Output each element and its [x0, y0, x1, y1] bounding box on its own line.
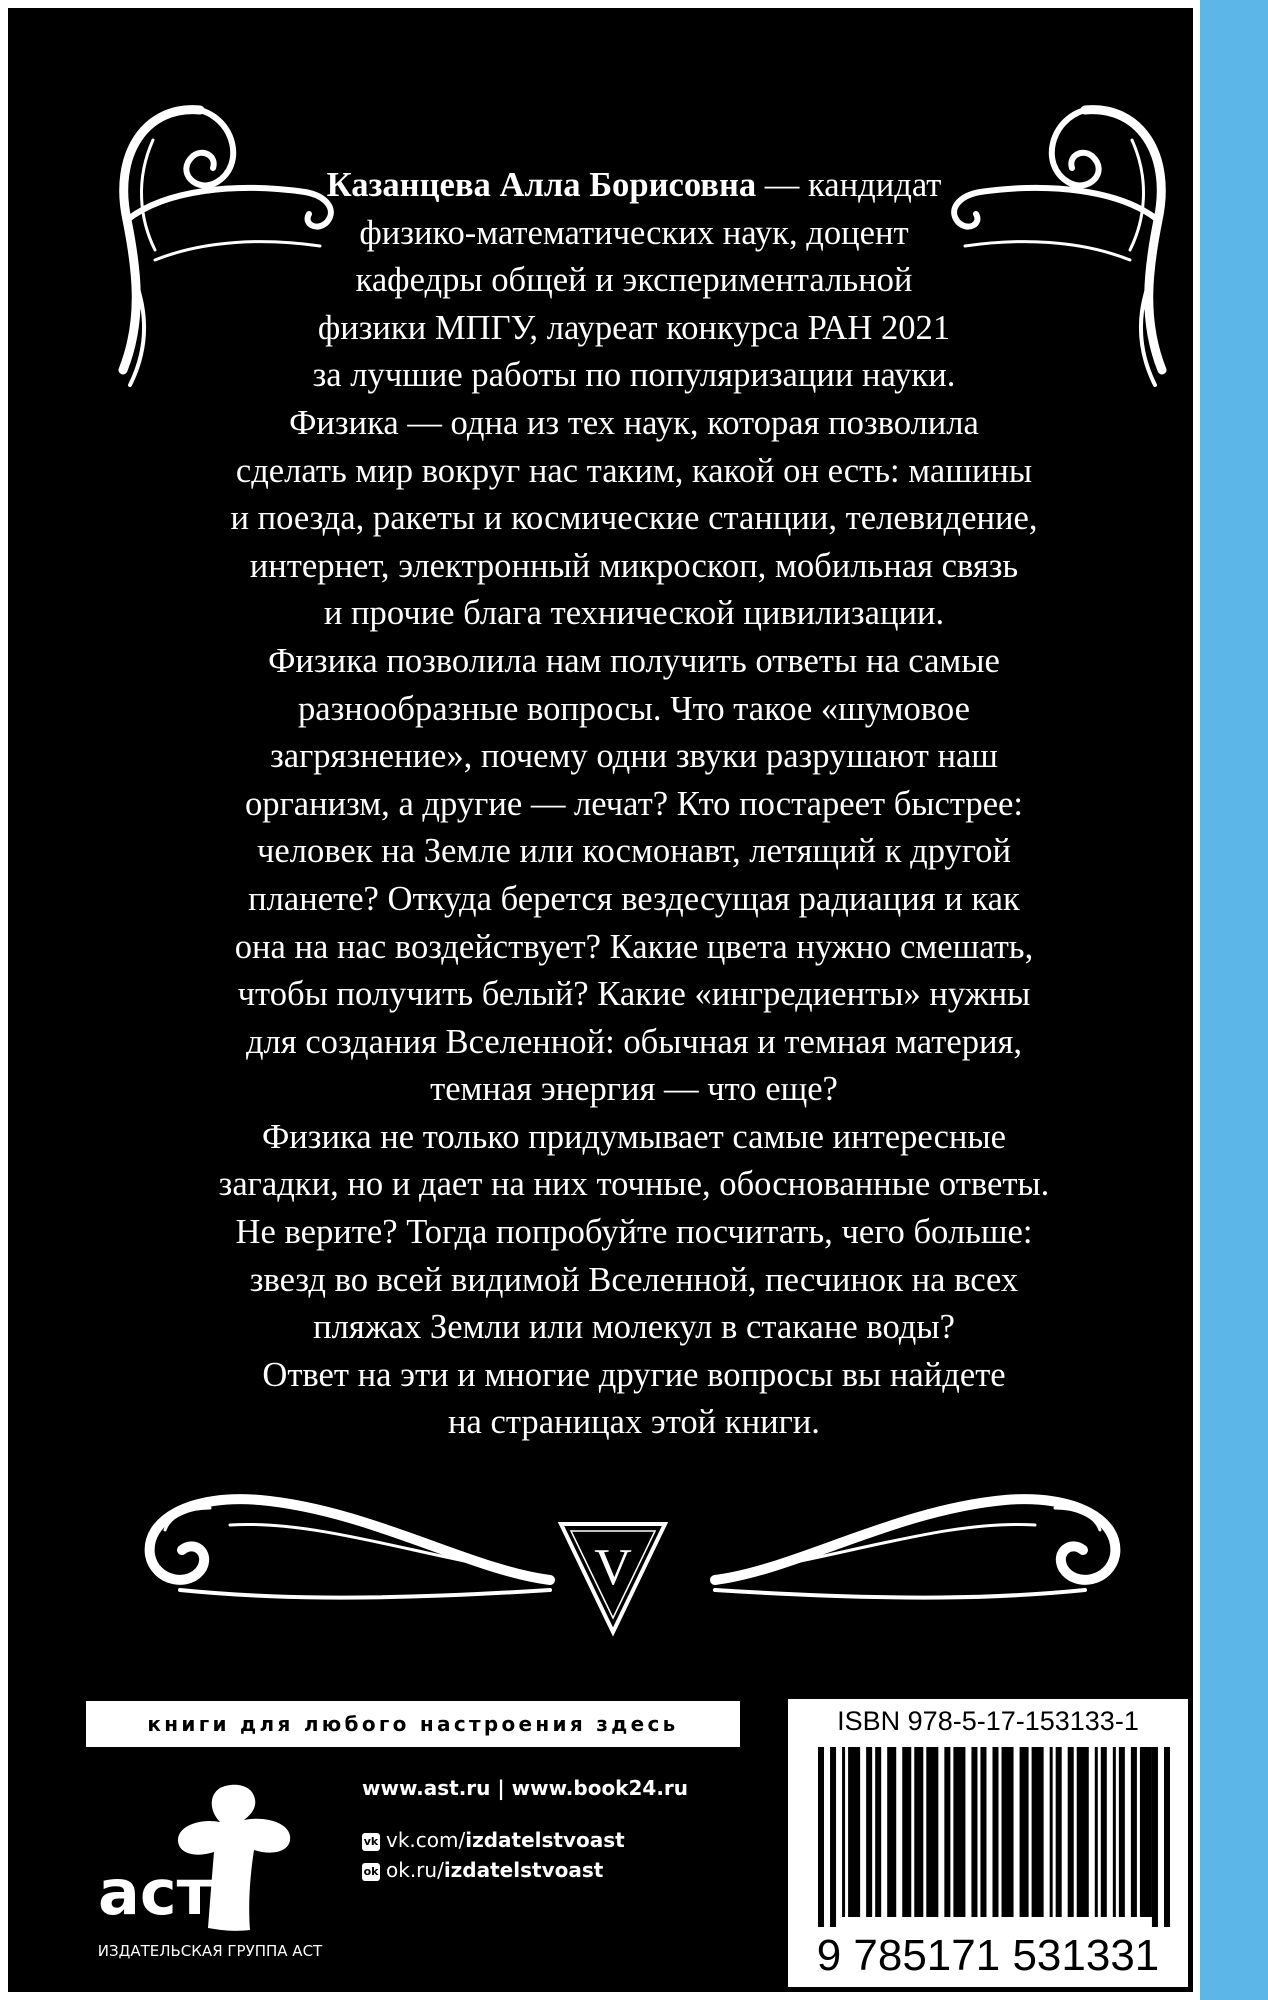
barcode-bar — [1113, 1747, 1116, 1917]
barcode-bar — [1050, 1747, 1053, 1917]
ornament-bottom-left — [110, 1470, 560, 1620]
barcode-bar — [953, 1747, 965, 1917]
tagline-text: книги для любого настроения здесь — [147, 1712, 679, 1736]
text-line: интернет, электронный микроскоп, мобильная связь — [249, 546, 1019, 585]
text-line: загрязнение», почему одни звуки разрушают наш — [270, 737, 998, 776]
barcode-bar — [1032, 1747, 1044, 1917]
barcode-bar — [848, 1747, 860, 1917]
website-links[interactable]: www.ast.ru | www.book24.ru — [362, 1776, 689, 1800]
text-line: она на нас воздействует? Какие цвета нужно смешать, — [234, 927, 1034, 966]
publisher-label: ИЗДАТЕЛЬСКАЯ ГРУППА АСТ — [97, 1942, 323, 1960]
v-letter: V — [594, 1539, 632, 1596]
barcode-bar — [971, 1747, 977, 1917]
barcode-bars — [818, 1747, 1170, 1927]
author-bio-line: физико-математических наук, доцент — [359, 213, 909, 252]
author-bio-line: физики МПГУ, лауреат конкурса РАН 2021 — [317, 308, 951, 347]
barcode-digits: 9 785171 531331 — [816, 1931, 1160, 1980]
text-line: человек на Земле или космонавт, летящий к другой — [257, 832, 1011, 871]
barcode-bar — [1131, 1747, 1137, 1917]
author-name: Казанцева Алла Борисовна — [326, 166, 757, 204]
author-bio-line: за лучшие работы по популяризации науки. — [312, 356, 956, 395]
ok-icon: ok — [362, 1863, 380, 1881]
text-line: темная энергия — что еще? — [430, 1070, 838, 1109]
text-line: звезд во всей видимой Вселенной, песчинок на всех — [249, 1260, 1019, 1299]
ok-link-prefix: ok.ru/ — [386, 1858, 444, 1882]
text-line: на страницах этой книги. — [448, 1403, 820, 1442]
tagline-bar — [86, 1701, 740, 1747]
text-line: Ответ на эти и многие другие вопросы вы найдете — [262, 1355, 1006, 1394]
text-line: Не верите? Тогда попробуйте посчитать, чего больше: — [235, 1213, 1033, 1252]
text-line: чтобы получить белый? Какие «ингредиенты» нужны — [237, 975, 1031, 1014]
text-line: планете? Откуда берется вездесущая радиация и как — [248, 879, 1020, 918]
author-paragraph — [150, 162, 1118, 400]
barcode-bar — [1119, 1747, 1125, 1917]
publisher-v-mark — [557, 1518, 669, 1638]
barcode-bar — [1152, 1747, 1158, 1927]
text-line: и прочие блага технической цивилизации. — [323, 594, 945, 633]
vk-icon: vk — [362, 1833, 380, 1851]
publisher-links — [362, 1773, 688, 1885]
paragraph-closing — [150, 1352, 1118, 1447]
spine-strip — [1200, 0, 1268, 2000]
text-line: загадки, но и дает на них точные, обоснованные ответы. — [218, 1165, 1050, 1204]
text-line: пляжах Земли или молекул в стакане воды? — [313, 1308, 955, 1347]
paragraph-questions — [150, 638, 1118, 1114]
ok-link-handle: izdatelstvoast — [443, 1858, 604, 1882]
description-text — [150, 162, 1118, 1447]
vk-link-prefix: vk.com/ — [386, 1828, 466, 1852]
barcode-bar — [914, 1747, 923, 1917]
barcode-bar — [980, 1747, 986, 1917]
publisher-logo — [92, 1780, 304, 1940]
barcode-bar — [1068, 1747, 1074, 1917]
text-line: разнообразные вопросы. Что такое «шумовое — [298, 689, 970, 728]
barcode-bar — [866, 1747, 872, 1917]
barcode-panel — [788, 1699, 1188, 1987]
barcode-bar — [926, 1747, 938, 1917]
barcode-bar — [1056, 1747, 1062, 1917]
author-bio-line: кафедры общей и экспериментальной — [355, 261, 913, 300]
barcode-bar — [1164, 1747, 1170, 1927]
barcode-bar — [1020, 1747, 1029, 1917]
barcode-bar — [1077, 1747, 1089, 1917]
barcode-bar — [1002, 1747, 1014, 1917]
barcode-bar — [830, 1747, 836, 1927]
ornament-bottom-right — [705, 1470, 1155, 1620]
barcode-bar — [818, 1747, 824, 1927]
text-line: организм, а другие — лечат? Кто постареет быстрее: — [244, 784, 1023, 823]
barcode-bar — [1101, 1747, 1107, 1917]
barcode-bar — [944, 1747, 950, 1917]
vk-link-handle: izdatelstvoast — [465, 1828, 625, 1852]
barcode-bar — [875, 1747, 881, 1917]
isbn-label: ISBN 978-5-17-153133-1 — [837, 1706, 1139, 1736]
barcode-bar — [842, 1747, 845, 1917]
text-line: Физика позволила нам получить ответы на самые — [268, 641, 1000, 680]
barcode-bar — [1140, 1747, 1152, 1917]
text-line: для создания Вселенной: обычная и темная материя, — [245, 1022, 1023, 1061]
text-line: Физика не только придумывает самые интересные — [261, 1117, 1007, 1156]
text-line: Физика — одна из тех наук, которая позволила — [289, 403, 979, 442]
text-line: сделать мир вокруг нас таким, какой он есть: машины — [235, 451, 1033, 490]
logo-text: аст — [98, 1856, 213, 1929]
barcode-bar — [992, 1747, 998, 1917]
paragraph-answers — [150, 1114, 1118, 1352]
barcode-bar — [1095, 1747, 1098, 1917]
barcode-bar — [902, 1747, 911, 1917]
vk-link[interactable] — [362, 1825, 688, 1855]
author-bio-line: — кандидат — [756, 166, 942, 204]
paragraph-intro — [150, 400, 1118, 638]
text-line: и поезда, ракеты и космические станции, телевидение, — [230, 499, 1038, 538]
barcode-bar — [887, 1747, 896, 1917]
ok-link[interactable] — [362, 1855, 688, 1885]
